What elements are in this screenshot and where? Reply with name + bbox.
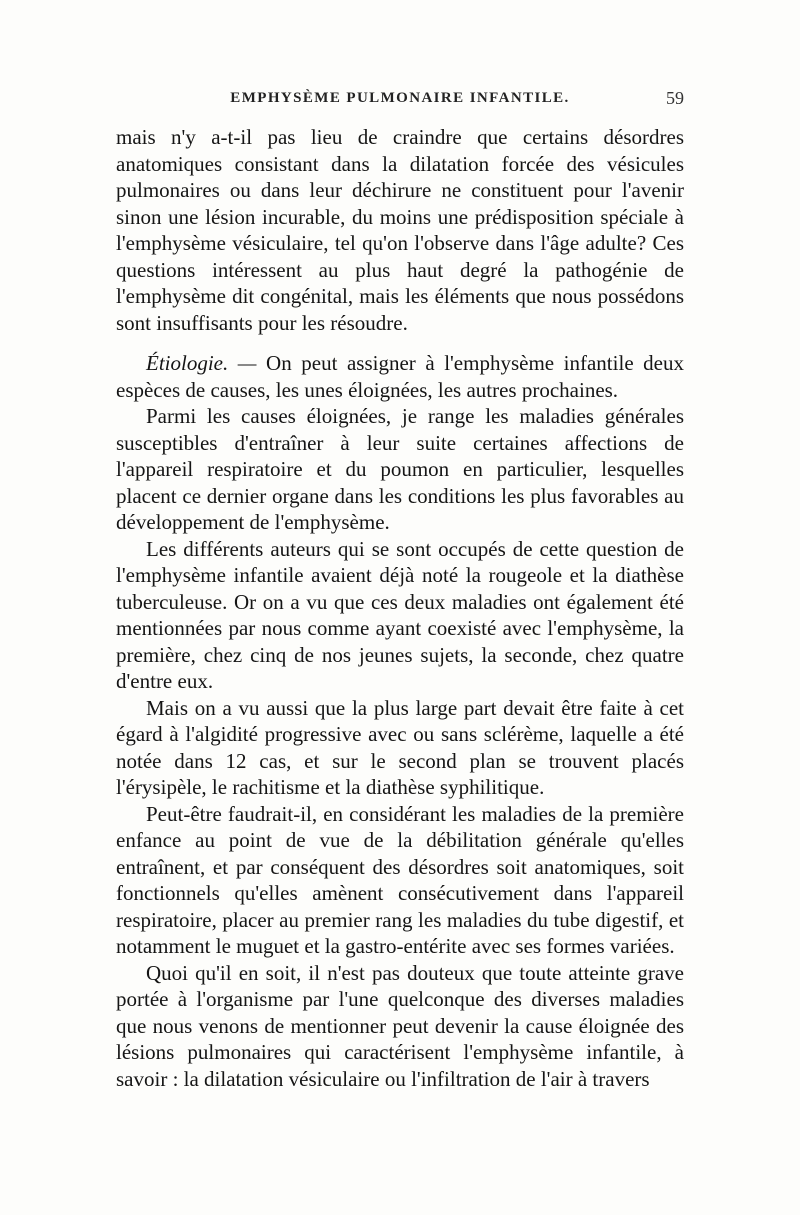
- paragraph-6: Peut-être faudrait-il, en considérant les maladies de la première enfance au point de vue de la débilitation générale qu'elles entraînent, et par conséquent des désordres soit anatomiques, soit fonctionnels qu'elles amènent consécutivement dans l'appareil respiratoire, placer au premier rang les maladies du tube digestif, et notamment le muguet et la gastro-entérite avec ses formes variées.: [116, 801, 684, 958]
- running-title: EMPHYSÈME PULMONAIRE INFANTILE.: [230, 90, 570, 106]
- paragraph-4: Les différents auteurs qui se sont occupés de cette question de l'emphysème infantile avaient déjà noté la rougeole et la diathèse tuberculeuse. Or on a vu que ces deux maladies ont également été mentionnées par nous comme ayant coexisté avec l'emphysème, la première, chez cinq de nos jeunes sujets, la seconde, chez quatre d'entre eux.: [116, 536, 684, 693]
- paragraph-5: Mais on a vu aussi que la plus large part devait être faite à cet égard à l'algidité progressive avec ou sans sclérème, laquelle a été notée dans 12 cas, et sur le second plan se trouvent placés l'érysipèle, le rachitisme et la diathèse syphilitique.: [116, 695, 684, 799]
- paragraph-etiologie: [116, 350, 684, 403]
- running-head: [116, 90, 684, 118]
- section-heading: Étiologie. —: [146, 351, 257, 375]
- paragraph-7: Quoi qu'il en soit, il n'est pas douteux que toute atteinte grave portée à l'organisme par l'une quelconque des diverses maladies que nous venons de mentionner peut devenir la cause éloignée des lésions pulmonaires qui caractérisent l'emphysème infantile, à savoir : la dilatation vésiculaire ou l'infiltration de l'air à travers: [116, 960, 684, 1091]
- body-text: [116, 124, 684, 1092]
- paragraph-1: mais n'y a-t-il pas lieu de craindre que certains désordres anatomiques consistant dans la dilatation forcée des vésicules pulmonaires ou dans leur déchirure ne constituent pour l'avenir sinon une lésion incurable, du moins une prédisposition spéciale à l'emphysème vésiculaire, tel qu'on l'observe dans l'âge adulte? Ces questions intéressent au plus haut degré la pathogénie de l'emphysème dit congénital, mais les éléments que nous possédons sont insuffisants pour les résoudre.: [116, 125, 684, 335]
- paragraph-3: Parmi les causes éloignées, je range les maladies générales susceptibles d'entraîner à leur suite certaines affections de l'appareil respiratoire et du poumon en particulier, lesquelles placent ce dernier organe dans les conditions les plus favorables au développement de l'emphysème.: [116, 404, 684, 534]
- page-number: 59: [666, 88, 684, 108]
- paragraph-2-text: On peut assigner à l'emphysème infantile deux espèces de causes, les unes éloignées, les autres prochaines.: [116, 351, 685, 402]
